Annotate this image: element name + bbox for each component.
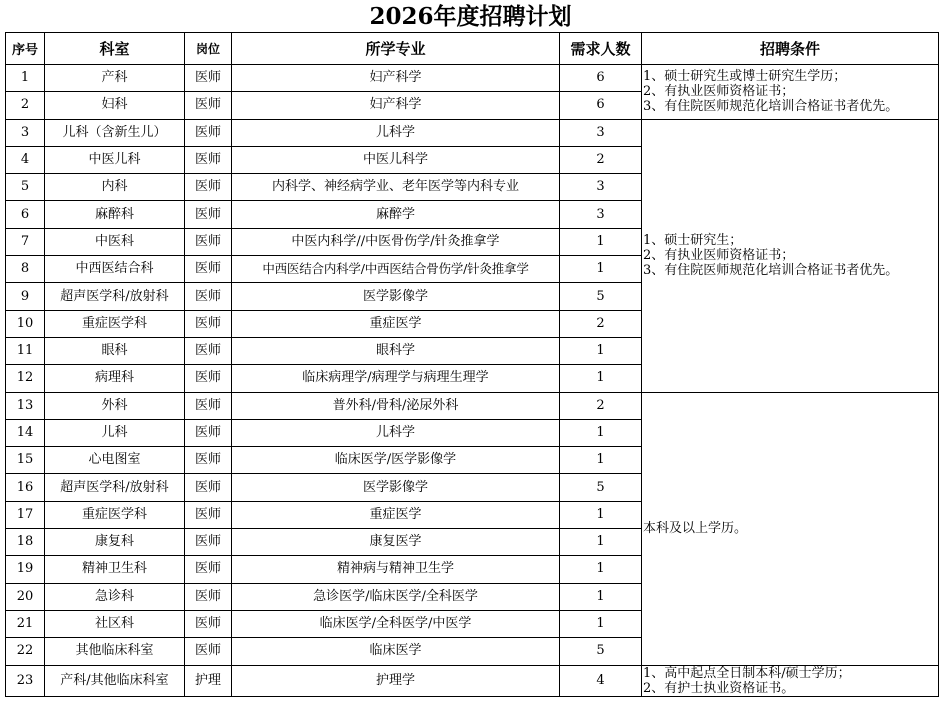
cell-no: 17 <box>6 501 45 528</box>
header-post: 岗位 <box>185 33 232 65</box>
cell-count: 5 <box>560 283 642 310</box>
cell-no: 20 <box>6 583 45 610</box>
cell-dept: 麻醉科 <box>45 201 185 228</box>
cell-count: 1 <box>560 610 642 637</box>
cell-count: 2 <box>560 392 642 419</box>
cell-post: 医师 <box>185 119 232 146</box>
cell-post: 护理 <box>185 665 232 696</box>
cell-no: 4 <box>6 146 45 173</box>
cell-major: 临床医学/全科医学/中医学 <box>232 610 560 637</box>
cell-post: 医师 <box>185 638 232 665</box>
cell-major: 普外科/骨科/泌尿外科 <box>232 392 560 419</box>
cell-major: 中西医结合内科学/中西医结合骨伤学/针灸推拿学 <box>232 256 560 283</box>
header-major: 所学专业 <box>232 33 560 65</box>
cell-no: 9 <box>6 283 45 310</box>
cell-no: 2 <box>6 92 45 119</box>
cell-count: 1 <box>560 228 642 255</box>
cell-dept: 重症医学科 <box>45 501 185 528</box>
cell-major: 临床病理学/病理学与病理生理学 <box>232 365 560 392</box>
condition-line: 1、硕士研究生； <box>643 233 743 249</box>
table-row <box>6 392 939 419</box>
cell-no: 8 <box>6 256 45 283</box>
cell-no: 22 <box>6 638 45 665</box>
condition-line: 3、有住院医师规范化培训合格证书者优先。 <box>643 263 899 279</box>
cell-major: 儿科学 <box>232 119 560 146</box>
cell-conditions <box>642 119 939 392</box>
header-count: 需求人数 <box>560 33 642 65</box>
cell-dept: 内科 <box>45 174 185 201</box>
cell-conditions <box>642 665 939 696</box>
cell-no: 18 <box>6 529 45 556</box>
cell-dept: 眼科 <box>45 337 185 364</box>
recruitment-table <box>5 32 939 697</box>
cell-no: 5 <box>6 174 45 201</box>
cell-dept: 儿科 <box>45 419 185 446</box>
cell-major: 妇产科学 <box>232 65 560 92</box>
cell-dept: 中医科 <box>45 228 185 255</box>
cell-major: 急诊医学/临床医学/全科医学 <box>232 583 560 610</box>
cell-major: 医学影像学 <box>232 283 560 310</box>
cell-major: 医学影像学 <box>232 474 560 501</box>
cell-dept: 超声医学科/放射科 <box>45 474 185 501</box>
cell-major: 妇产科学 <box>232 92 560 119</box>
cell-no: 14 <box>6 419 45 446</box>
cell-count: 6 <box>560 92 642 119</box>
condition-line: 2、有执业医师资格证书； <box>643 248 795 264</box>
cell-dept: 病理科 <box>45 365 185 392</box>
table-body <box>6 65 939 697</box>
cell-count: 1 <box>560 501 642 528</box>
cell-count: 1 <box>560 529 642 556</box>
condition-line: 本科及以上学历。 <box>643 521 748 537</box>
cell-major: 中医内科学//中医骨伤学/针灸推拿学 <box>232 228 560 255</box>
cell-count: 1 <box>560 556 642 583</box>
cell-no: 13 <box>6 392 45 419</box>
cell-no: 21 <box>6 610 45 637</box>
cell-post: 医师 <box>185 201 232 228</box>
cell-post: 医师 <box>185 146 232 173</box>
cell-major: 重症医学 <box>232 310 560 337</box>
cell-count: 4 <box>560 665 642 696</box>
cell-no: 10 <box>6 310 45 337</box>
cell-post: 医师 <box>185 174 232 201</box>
header-no: 序号 <box>6 33 45 65</box>
cell-count: 1 <box>560 447 642 474</box>
cell-dept: 产科 <box>45 65 185 92</box>
cell-count: 1 <box>560 419 642 446</box>
cell-count: 2 <box>560 146 642 173</box>
table-row <box>6 119 939 146</box>
cell-no: 3 <box>6 119 45 146</box>
cell-major: 精神病与精神卫生学 <box>232 556 560 583</box>
cell-count: 3 <box>560 174 642 201</box>
cell-post: 医师 <box>185 556 232 583</box>
cell-post: 医师 <box>185 65 232 92</box>
header-dept: 科室 <box>45 33 185 65</box>
cell-post: 医师 <box>185 283 232 310</box>
cell-post: 医师 <box>185 474 232 501</box>
cell-post: 医师 <box>185 501 232 528</box>
condition-line: 1、硕士研究生或博士研究生学历； <box>643 69 847 85</box>
condition-line: 2、有护士执业资格证书。 <box>643 680 795 696</box>
cell-dept: 中医儿科 <box>45 146 185 173</box>
cell-dept: 外科 <box>45 392 185 419</box>
cell-post: 医师 <box>185 228 232 255</box>
cell-dept: 重症医学科 <box>45 310 185 337</box>
cell-post: 医师 <box>185 583 232 610</box>
table-row <box>6 665 939 696</box>
cell-no: 23 <box>6 665 45 696</box>
cell-major: 康复医学 <box>232 529 560 556</box>
cell-no: 19 <box>6 556 45 583</box>
cell-major: 眼科学 <box>232 337 560 364</box>
cell-count: 2 <box>560 310 642 337</box>
cell-no: 6 <box>6 201 45 228</box>
cell-major: 临床医学 <box>232 638 560 665</box>
condition-line: 2、有执业医师资格证书； <box>643 84 795 100</box>
cell-post: 医师 <box>185 610 232 637</box>
cell-post: 医师 <box>185 529 232 556</box>
cell-dept: 儿科（含新生儿） <box>45 119 185 146</box>
cell-count: 3 <box>560 119 642 146</box>
cell-no: 12 <box>6 365 45 392</box>
cell-post: 医师 <box>185 419 232 446</box>
cell-count: 6 <box>560 65 642 92</box>
cell-count: 1 <box>560 337 642 364</box>
cell-dept: 社区科 <box>45 610 185 637</box>
cell-major: 儿科学 <box>232 419 560 446</box>
cell-conditions <box>642 65 939 120</box>
table-row <box>6 65 939 92</box>
condition-line: 3、有住院医师规范化培训合格证书者优先。 <box>643 99 899 115</box>
cell-no: 15 <box>6 447 45 474</box>
cell-dept: 中西医结合科 <box>45 256 185 283</box>
cell-count: 1 <box>560 256 642 283</box>
table-header-row <box>6 33 939 65</box>
cell-post: 医师 <box>185 256 232 283</box>
cell-post: 医师 <box>185 365 232 392</box>
cell-no: 1 <box>6 65 45 92</box>
cell-post: 医师 <box>185 337 232 364</box>
cell-dept: 妇科 <box>45 92 185 119</box>
cell-major: 护理学 <box>232 665 560 696</box>
cell-count: 1 <box>560 365 642 392</box>
header-conditions: 招聘条件 <box>642 33 939 65</box>
cell-dept: 急诊科 <box>45 583 185 610</box>
cell-dept: 其他临床科室 <box>45 638 185 665</box>
cell-dept: 超声医学科/放射科 <box>45 283 185 310</box>
cell-dept: 产科/其他临床科室 <box>45 665 185 696</box>
cell-major: 麻醉学 <box>232 201 560 228</box>
cell-dept: 精神卫生科 <box>45 556 185 583</box>
cell-count: 1 <box>560 583 642 610</box>
cell-no: 11 <box>6 337 45 364</box>
cell-major: 临床医学/医学影像学 <box>232 447 560 474</box>
cell-post: 医师 <box>185 447 232 474</box>
cell-count: 5 <box>560 474 642 501</box>
page-title: 2026年度招聘计划 <box>369 3 572 30</box>
cell-major: 内科学、神经病学业、老年医学等内科专业 <box>232 174 560 201</box>
condition-line: 1、高中起点全日制本科/硕士学历； <box>643 665 851 681</box>
cell-dept: 康复科 <box>45 529 185 556</box>
cell-post: 医师 <box>185 310 232 337</box>
cell-post: 医师 <box>185 92 232 119</box>
cell-count: 3 <box>560 201 642 228</box>
cell-major: 中医儿科学 <box>232 146 560 173</box>
cell-conditions <box>642 392 939 665</box>
cell-no: 16 <box>6 474 45 501</box>
cell-no: 7 <box>6 228 45 255</box>
cell-dept: 心电图室 <box>45 447 185 474</box>
cell-major: 重症医学 <box>232 501 560 528</box>
cell-count: 5 <box>560 638 642 665</box>
cell-post: 医师 <box>185 392 232 419</box>
